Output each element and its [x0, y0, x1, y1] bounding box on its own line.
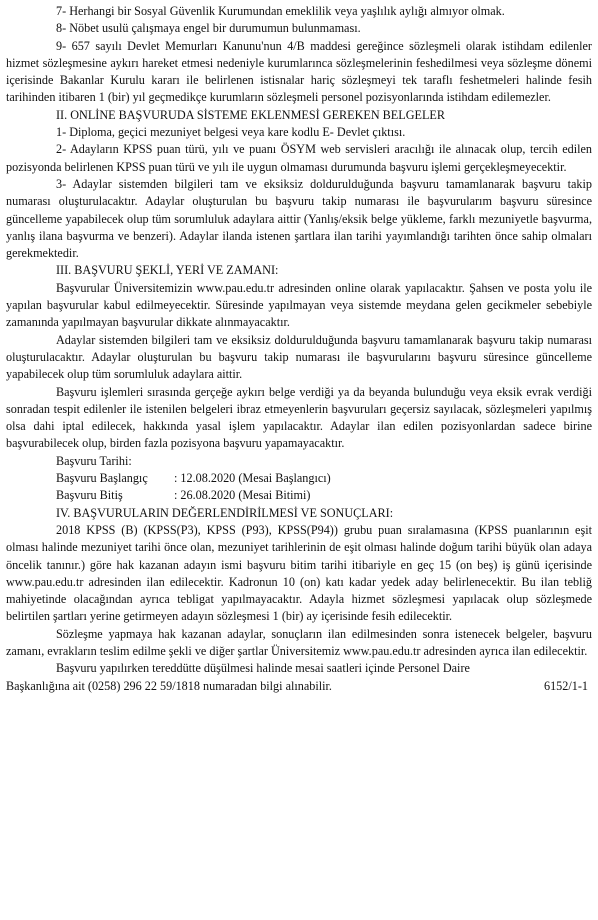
paragraph-doc-2: 2- Adayların KPSS puan türü, yılı ve puanı ÖSYM web servisleri aracılığı ile alınacak olup, tercih edilen pozisyonda belirlenen KPSS puan türü ve yılı ile uygun olmaması durumunda başvuru işlemi gerçekleşmeyecektir. — [6, 142, 592, 174]
paragraph-item-9: 9- 657 sayılı Devlet Memurları Kanunu'nun 4/B maddesi gereğince sözleşmeli olarak istihdam edilenler hizmet sözleşmesine aykırı hareket etmesi nedeniyle kurumlarınca sözleşmelerinin feshedilmesi veya sözleşme dönemi içerisinde Bakanlar Kurulu kararı ile belirlenen istisnalar hariç sözleşmeyi tek taraflı feshetmeleri halinde fesih tarihinden itibaren 1 (bir) yıl geçmedikçe kurumların sözleşmeli personel pozisyonlarında istihdam edilemezler. — [6, 38, 592, 105]
paragraph-application-online: Başvurular Üniversitemizin www.pau.edu.tr adresinden online olarak yapılacaktır. Şahsen ve posta yolu ile yapılan başvurular kabul edilmeyecektir. Süresinde yapılmayan veya sistemde meydana gelen gecikmeler sebebiyle zamanında yapılmayan başvurular dikkate alınmayacaktır. — [6, 280, 592, 330]
paragraph-application-tracking: Adaylar sistemden bilgileri tam ve eksiksiz doldurulduğunda başvuru tamamlanarak başvuru takip numarası oluşturulacaktır. Adaylar oluşturulan bu başvuru takip numarası ile başvurularını başvuru süresince güncelleme yapabilecek olup tüm sorumluluk adaylara aittir. — [6, 332, 592, 382]
section-heading-4: IV. BAŞVURULARIN DEĞERLENDİRİLMESİ VE SONUÇLARI: — [56, 505, 394, 520]
paragraph-doc-3: 3- Adaylar sistemden bilgileri tam ve eksiksiz doldurulduğunda başvuru tamamlanarak başvuru takip numarası oluşturulacaktır. Adaylar oluşturulan bu başvuru takip numarası ile başvurularım başvuru süresince güncelleme yapabilecek olup tüm sorumluluk adaylara aittir (Yanlış/eksik belge yükleme, farklı mezuniyetle başvurma, yanlış ilana başvurma ve benzeri). Adaylar ilanda istenen şartlara ilan tarihi yayımlandığı tarihten önce sahip olmaları gerekmektedir. — [6, 176, 592, 261]
start-date-row — [6, 470, 592, 487]
paragraph-item-8: 8- Nöbet usulü çalışmaya engel bir durumumun bulunmaması. — [56, 21, 361, 36]
end-date-value: : 26.08.2020 (Mesai Bitimi) — [174, 488, 311, 503]
end-date-label: Başvuru Bitiş — [56, 488, 123, 503]
contact-last-line — [6, 678, 592, 695]
document-code: 6152/1-1 — [543, 678, 588, 693]
paragraph-item-7: 7- Herhangi bir Sosyal Güvenlik Kurumundan emeklilik veya yaşlılık aylığı almıyor olmak. — [56, 4, 505, 18]
paragraph-doc-1: 1- Diploma, geçici mezuniyet belgesi veya kare kodlu E- Devlet çıktısı. — [56, 125, 406, 140]
date-title: Başvuru Tarihi: — [56, 453, 132, 468]
paragraph-contact: Başvuru yapılırken tereddütte düşülmesi halinde mesai saatleri içinde Personel Daire — [56, 661, 470, 676]
start-date-label: Başvuru Başlangıç — [56, 471, 148, 486]
section-heading-2: II. ONLİNE BAŞVURUDA SİSTEME EKLENMESİ GEREKEN BELGELER — [56, 107, 445, 122]
paragraph-evaluation: 2018 KPSS (B) (KPSS(P3), KPSS (P93), KPSS(P94)) grubu puan sıralamasına (KPSS puanlarının eşit olması halinde mezuniyet tarihi önce olan, mezuniyet tarihlerinin de eşit olması halinde doğum tarihi büyük olan adaya öncelik tanınır.) göre hak kazanan adayın ismi başvuru bitim tarihi itibariyle en geç 15 (on beş) iş günü içerisinde www.pau.edu.tr adresinden ilan edilecektir. Kadronun 10 (on) katı kadar yedek aday belirlenecektir. Bu ilan tebliğ mahiyetinde olacağından ayrıca tebligat yapılmayacaktır. Adayla hizmet sözleşmesi yapılacak olup sözleşmede belirtilen şartları yerine getirmeyen adayın sözleşmesi 1 (bir) ay içerisinde fesih edilecektir. — [6, 522, 592, 624]
contact-phone-text: Başkanlığına ait (0258) 296 22 59/1818 numaradan bilgi alınabilir. — [6, 678, 332, 693]
end-date-row — [6, 487, 592, 504]
start-date-value: : 12.08.2020 (Mesai Başlangıcı) — [174, 471, 331, 486]
section-heading-3: III. BAŞVURU ŞEKLİ, YERİ VE ZAMANI: — [56, 263, 279, 278]
paragraph-contract: Sözleşme yapmaya hak kazanan adaylar, sonuçların ilan edilmesinden sonra istenecek belgeler, başvuru zamanı, evrakların teslim edilme şekli ve diğer şartlar Üniversitemiz www.pau.edu.tr adresinden ayrıca ilan edilecektir. — [6, 626, 592, 658]
paragraph-application-false-docs: Başvuru işlemleri sırasında gerçeğe aykırı belge verdiği ya da beyanda bulunduğu veya eksik evrak verdiği sonradan tespit edilenler ile istenilen belgeleri ibraz etmeyenlerin başvuruları geçersiz sayılacak, sözleşmeleri yapılmış olsa dahi iptal edilecek, hakkında yasal işlem yapılacaktır. Adaylar ilan edilen pozisyonlardan sadece birine başvurabilecek olup, birden fazla pozisyona başvuru yapamayacaktır. — [6, 384, 592, 451]
